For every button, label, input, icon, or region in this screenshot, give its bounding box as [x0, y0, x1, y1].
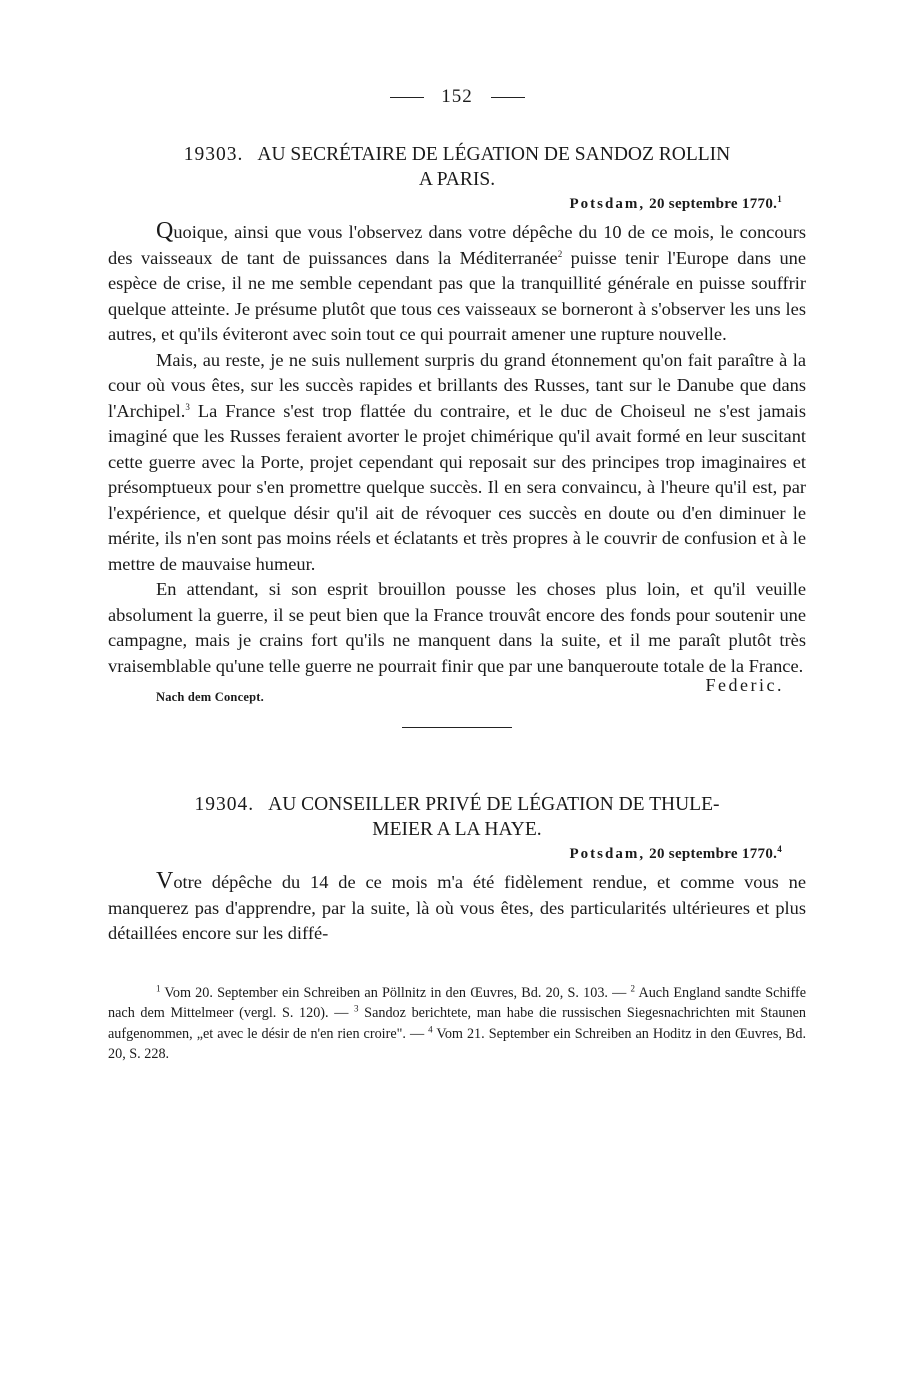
- page-number-header: [108, 86, 806, 116]
- letter-number: 19303.: [183, 144, 244, 165]
- letter-paragraph: [108, 348, 806, 578]
- letter-dateline: [108, 846, 782, 863]
- footnote-ref: 4: [777, 844, 782, 854]
- date-text: 20 septembre 1770.: [649, 846, 778, 862]
- footnote-ref: 2: [557, 248, 563, 259]
- date-text: 20 septembre 1770.: [649, 196, 778, 212]
- paragraph-text: puisse tenir l'Europe dans une espèce de crise, il ne me semble cependant pas que la tranquillité générale en puisse souffrir quelque atteinte. Je présume plutôt que tous ces vaisseaux se borneront à s'observer les uns les autres, et qu'ils éviteront avec soin tout ce qui pourrait amener une rupture nouvelle.: [108, 247, 807, 344]
- letter-dateline: [108, 196, 782, 213]
- letter-recipient-line1: AU SECRÉTAIRE DE LÉGATION DE SANDOZ ROLLIN: [257, 144, 731, 165]
- footnote-ref: 1: [777, 194, 782, 204]
- footnote-text: Vom 21. September ein Schreiben an Hoditz in den Œuvres, Bd. 20, S. 228.: [108, 1025, 806, 1062]
- letter-paragraph: [108, 869, 806, 947]
- header-dash-left: [390, 97, 424, 98]
- footnote-text: Auch England sandte Schiffe nach dem Mittelmeer (vergl. S. 120). —: [108, 984, 806, 1021]
- letter-recipient-line1: AU CONSEILLER PRIVÉ DE LÉGATION DE THULE-: [268, 794, 720, 815]
- footnote-marker: 3: [354, 1003, 359, 1014]
- paragraph-text: uoique, ainsi que vous l'observez dans votre dépêche du 10 de ce mois, le concours des vaisseaux de tant de puissances dans la Méditerranée: [108, 222, 806, 268]
- header-dash-right: [491, 97, 525, 98]
- letter-paragraph: [108, 577, 806, 679]
- document-page: [108, 86, 806, 1065]
- paragraph-text: En attendant, si son esprit brouillon pousse les choses plus loin, et qu'il veuille absolument la guerre, il se peut bien que la France trouvât encore des fonds pour soutenir une campagne, mais je crains fort qu'ils ne manquent dans la suite, et il me paraît plutôt très vraisemblable qu'une telle guerre ne pourrait finir que par une banqueroute totale de la France.: [108, 579, 806, 676]
- section-divider: [402, 727, 512, 728]
- letter-recipient-line2: MEIER A LA HAYE.: [372, 819, 542, 840]
- footnote-marker: 4: [428, 1023, 433, 1034]
- footnote-text: Sandoz berichtete, man habe die russischen Siegesnachrichten mit Staunen aufgenommen, „et avec le désir de n'en rien croire". —: [108, 1005, 806, 1042]
- paragraph-text: otre dépêche du 14 de ce mois m'a été fidèlement rendue, et comme vous ne manquerez pas d'apprendre, par la suite, là où vous êtes, des particularités ultérieures et plus détaillées encore sur les diffé-: [108, 872, 806, 943]
- footnote-text: Vom 20. September ein Schreiben an Pöllnitz in den Œuvres, Bd. 20, S. 103. —: [160, 984, 631, 1001]
- signature: Federic.: [705, 675, 784, 695]
- initial-letter: V: [156, 868, 174, 894]
- letter-number: 19304.: [194, 794, 255, 815]
- date-place: Potsdam,: [569, 846, 646, 862]
- initial-letter: Q: [156, 218, 174, 244]
- footnote-marker: 1: [156, 982, 161, 993]
- paragraph-text: La France s'est trop flattée du contraire, et le duc de Choiseul ne s'est jamais imaginé que les Russes feraient avorter le projet chimérique qu'il avait formé en leur suscitant cette guerre avec la Porte, projet cependant qui reposait sur des principes trop imaginaires et présomptueux pour s'en promettre quelque succès. Il en sera convaincu, à l'heure qu'il est, par l'expérience, et quelque désir qu'il ait de révoquer ces succès en doute ou d'en diminuer le mérite, ils n'en sont pas moins réels et éclatants et très propres à le couvrir de confusion et à le mettre de mauvaise humeur.: [108, 400, 806, 574]
- paragraph-text: Mais, au reste, je ne suis nullement surpris du grand étonnement qu'on fait paraître à la cour où vous êtes, sur les succès rapides et brillants des Russes, tant sur le Danube que dans l'Archipel.: [108, 349, 806, 421]
- letter-recipient-line2: A PARIS.: [418, 169, 496, 190]
- letter-heading: [108, 792, 806, 842]
- letter-heading: [108, 142, 806, 192]
- letter-paragraph: [108, 219, 806, 348]
- footnote-marker: 2: [630, 982, 636, 993]
- date-place: Potsdam,: [569, 196, 646, 212]
- page-number: 152: [441, 86, 473, 107]
- footnotes: [108, 983, 806, 1065]
- footnote-ref: 3: [185, 401, 190, 412]
- source-note: Nach dem Concept.: [156, 690, 264, 704]
